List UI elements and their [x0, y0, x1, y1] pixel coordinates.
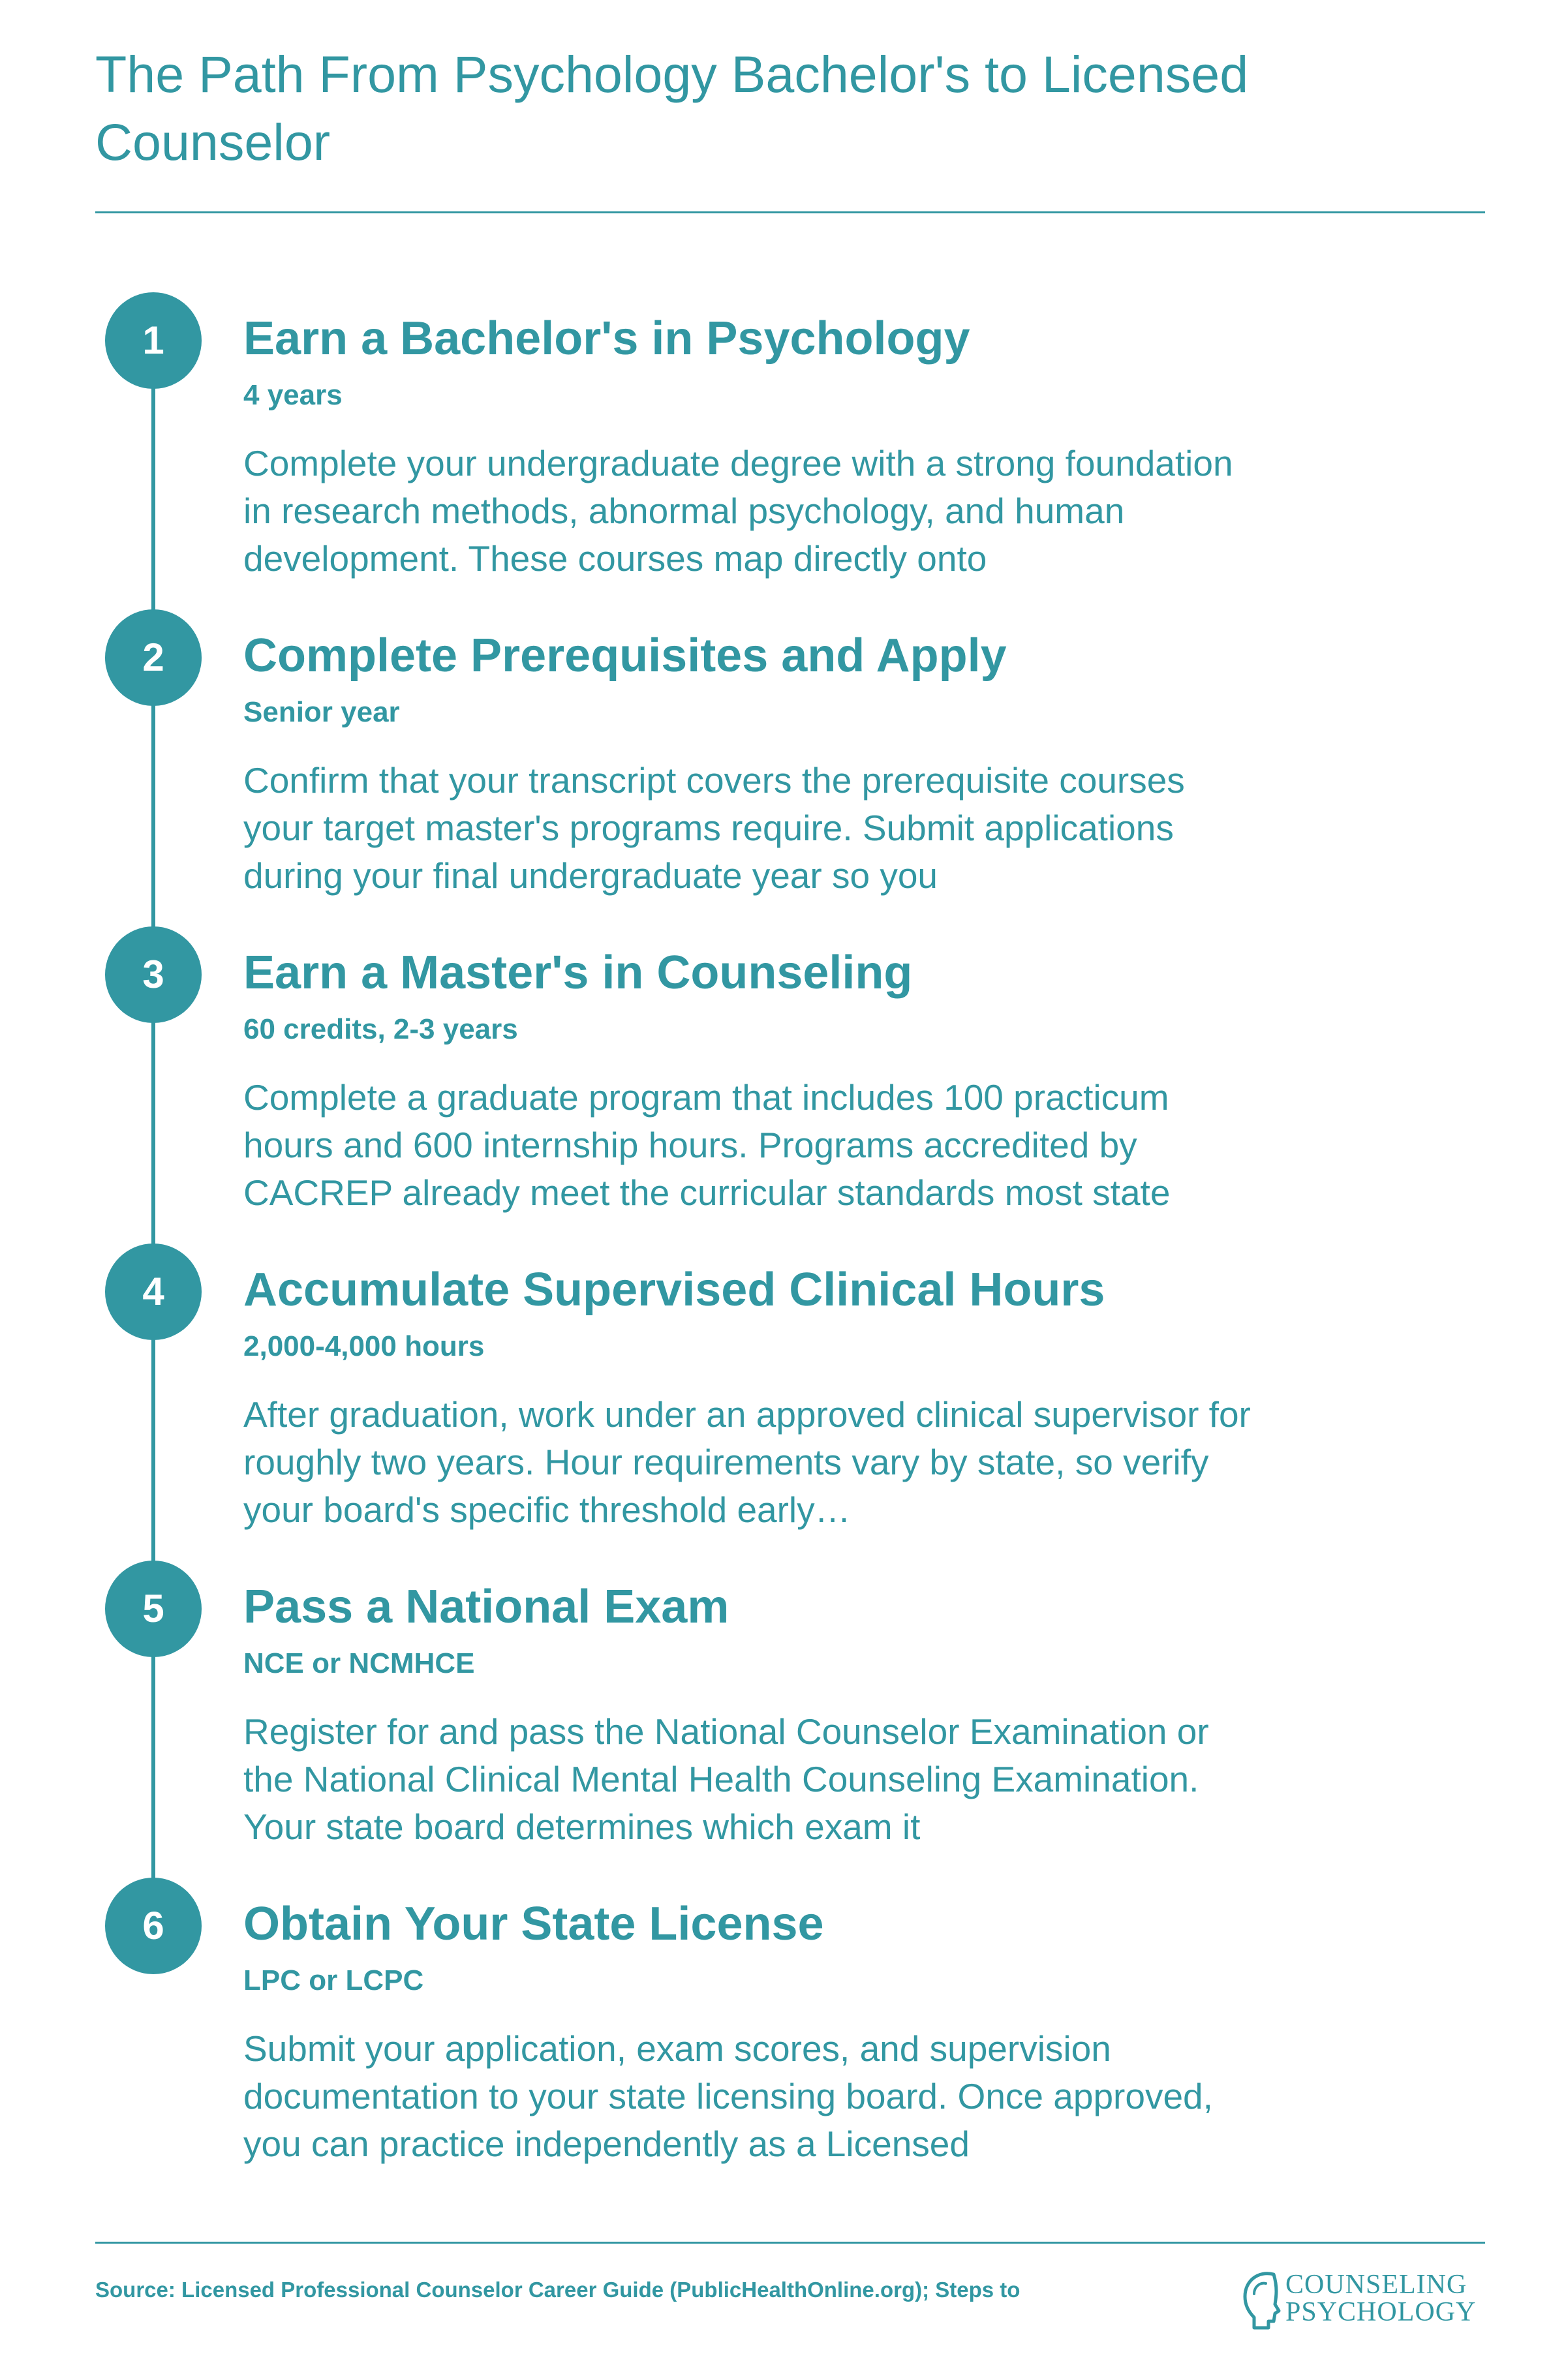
step-description: Complete a graduate program that includes 100 practicum hours and 600 internship hours. Programs accredited by CACREP already meet the curricular standards most state: [243, 1077, 1171, 1213]
brand-logo: [1240, 2264, 1481, 2336]
step-4: [0, 1243, 1566, 1530]
step-duration: 2,000-4,000 hours: [243, 1330, 485, 1362]
step-title: Earn a Bachelor's in Psychology: [243, 313, 970, 365]
step-number-badge: 2: [105, 609, 202, 706]
step-description: After graduation, work under an approved clinical supervisor for roughly two years. Hour requirements vary by state, so verify your board's specific threshold early…: [243, 1394, 1251, 1530]
step-duration: 4 years: [243, 379, 343, 411]
step-3: [0, 926, 1566, 1213]
brand-name-line2: PSYCHOLOGY: [1285, 2297, 1477, 2327]
step-number-badge: 6: [105, 1878, 202, 1974]
step-title: Complete Prerequisites and Apply: [243, 630, 1007, 682]
page-title: The Path From Psychology Bachelor's to Licensed Counselor: [95, 45, 1249, 171]
step-number-badge: 4: [105, 1243, 202, 1340]
step-title: Earn a Master's in Counseling: [243, 947, 913, 999]
step-6: [0, 1878, 1566, 2164]
step-description: Complete your undergraduate degree with a strong foundation in research methods, abnormal psychology, and human development. These courses map directly onto: [243, 443, 1233, 579]
step-number-badge: 3: [105, 926, 202, 1023]
step-duration: LPC or LCPC: [243, 1964, 424, 1996]
step-number-badge: 1: [105, 292, 202, 389]
step-duration: NCE or NCMHCE: [243, 1647, 475, 1679]
step-1: [0, 292, 1566, 579]
source-citation: Source: Licensed Professional Counselor Career Guide (PublicHealthOnline.org); Steps to: [95, 2278, 1021, 2302]
step-title: Pass a National Exam: [243, 1581, 729, 1633]
step-title: Accumulate Supervised Clinical Hours: [243, 1264, 1105, 1316]
step-number-badge: 5: [105, 1561, 202, 1657]
footer-divider: [95, 2242, 1485, 2244]
step-2: [0, 609, 1566, 896]
step-description: Submit your application, exam scores, and supervision documentation to your state licensing board. Once approved, you can practice independently as a Licensed: [243, 2028, 1213, 2164]
header-divider: [95, 211, 1485, 213]
brand-name-line1: COUNSELING: [1285, 2270, 1467, 2300]
step-duration: Senior year: [243, 696, 400, 728]
step-duration: 60 credits, 2-3 years: [243, 1013, 518, 1045]
step-description: Confirm that your transcript covers the prerequisite courses your target master's programs require. Submit applications during your final undergraduate year so you: [243, 760, 1185, 896]
step-title: Obtain Your State License: [243, 1898, 824, 1950]
step-5: [0, 1561, 1566, 1847]
step-description: Register for and pass the National Counselor Examination or the National Clinical Mental Health Counseling Examination. Your state board determines which exam it: [243, 1711, 1209, 1847]
